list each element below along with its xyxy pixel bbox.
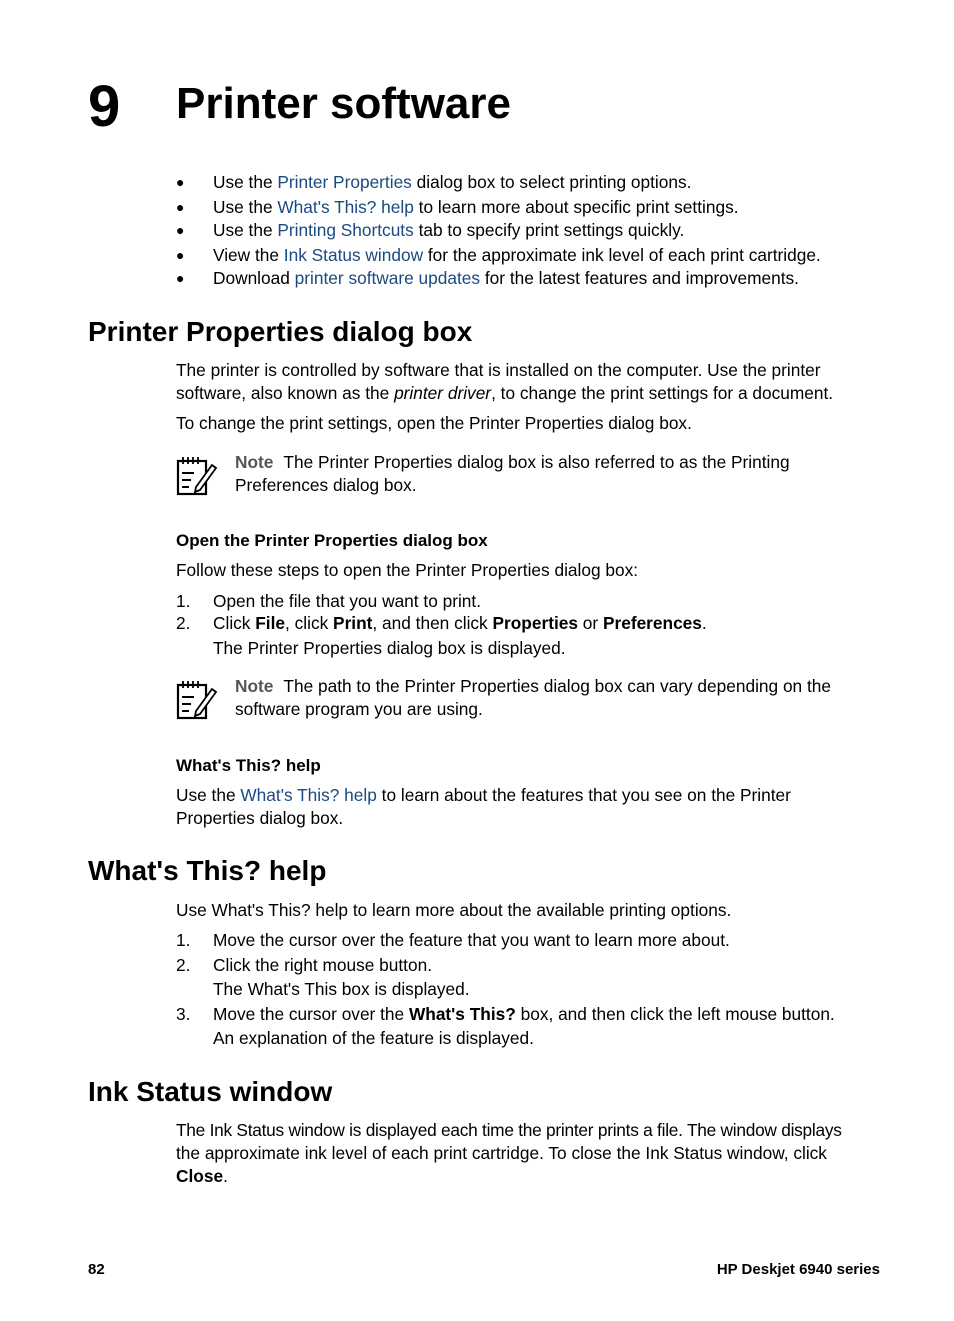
bullet-glyph: ● xyxy=(176,222,185,238)
step-result: The Printer Properties dialog box is displayed. xyxy=(213,638,566,658)
note-icon xyxy=(176,679,218,721)
note-text: Note The path to the Printer Properties dialog box can vary depending on the software program you are using. xyxy=(235,676,831,719)
whats-this-help-link[interactable]: What's This? help xyxy=(240,785,377,805)
printing-shortcuts-link[interactable]: Printing Shortcuts xyxy=(277,220,414,240)
note-icon xyxy=(176,455,218,497)
bullet-glyph: ● xyxy=(176,247,185,263)
subheading-whats-this: What's This? help xyxy=(176,756,321,775)
bullet-glyph: ● xyxy=(176,174,185,190)
step-result: An explanation of the feature is displayed. xyxy=(213,1028,534,1048)
page-number: 82 xyxy=(88,1261,105,1278)
section-heading-printer-properties: Printer Properties dialog box xyxy=(88,316,473,347)
paragraph: The printer is controlled by software that is installed on the computer. Use the printer software, also known as the printer driver, to change the print settings for a document. xyxy=(176,360,834,403)
section-heading-ink-status: Ink Status window xyxy=(88,1076,333,1107)
footer-product-name: HP Deskjet 6940 series xyxy=(716,1261,880,1278)
printer-software-updates-link[interactable]: printer software updates xyxy=(294,268,481,288)
whats-this-help-link[interactable]: What's This? help xyxy=(277,197,414,217)
note-label: Note xyxy=(235,452,274,472)
paragraph: Use What's This? help to learn more about the available printing options. xyxy=(176,900,732,920)
bullet-glyph: ● xyxy=(176,199,185,215)
note-label: Note xyxy=(235,676,274,696)
paragraph: To change the print settings, open the Printer Properties dialog box. xyxy=(176,413,692,433)
printer-properties-link[interactable]: Printer Properties xyxy=(277,172,412,192)
ink-status-window-link[interactable]: Ink Status window xyxy=(283,245,424,265)
paragraph: Use the What's This? help to learn about the features that you see on the Printer Properties dialog box. xyxy=(176,785,791,828)
note-text: Note The Printer Properties dialog box is also referred to as the Printing Preferences dialog box. xyxy=(235,452,790,495)
chapter-number: 9 xyxy=(88,74,121,139)
step-result: The What's This box is displayed. xyxy=(213,979,470,999)
chapter-title: Printer software xyxy=(176,79,511,128)
paragraph: Follow these steps to open the Printer Properties dialog box: xyxy=(176,560,639,580)
section-heading-whats-this: What's This? help xyxy=(88,855,327,886)
subheading-open-printer-properties: Open the Printer Properties dialog box xyxy=(176,531,488,550)
paragraph: The Ink Status window is displayed each time the printer prints a file. The window displays the approximate ink level of each print cartridge. To close the Ink Status window, click Close. xyxy=(176,1120,842,1186)
bullet-glyph: ● xyxy=(176,270,185,286)
